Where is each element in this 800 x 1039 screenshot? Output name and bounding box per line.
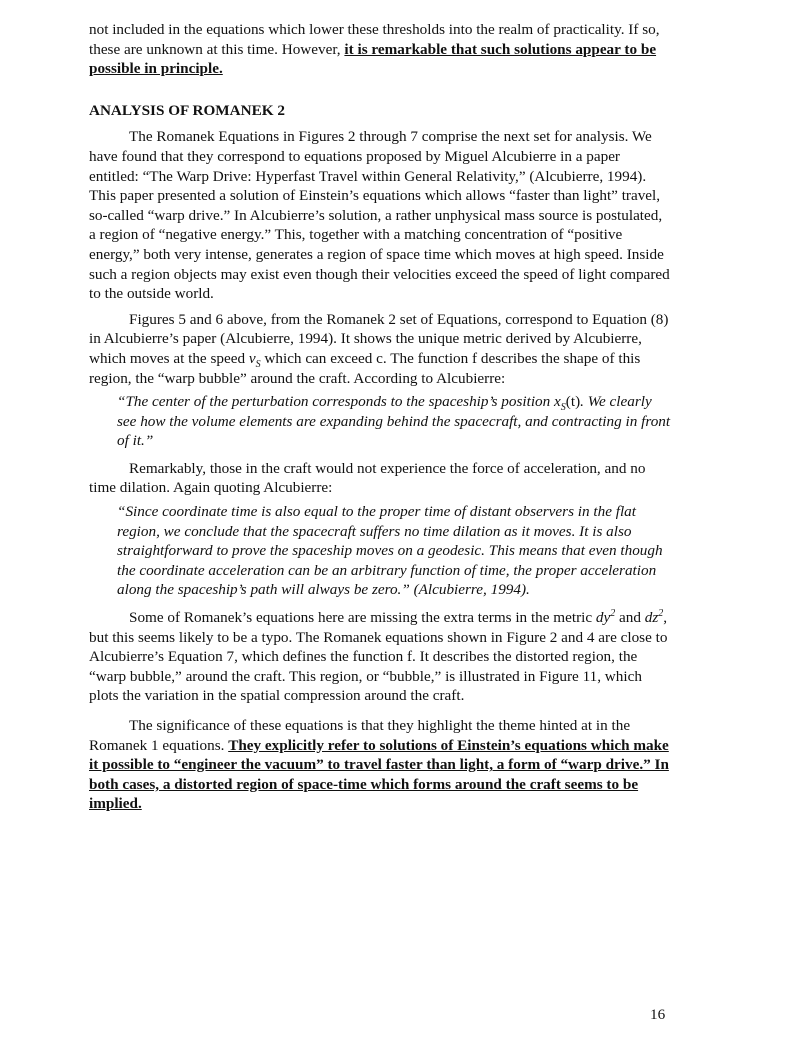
document-page	[89, 20, 671, 814]
quote-perturbation	[117, 392, 671, 451]
velocity-symbol: $v_S$	[248, 349, 261, 370]
intro-emphasis: it is remarkable that such solutions appear to be possible in principle.	[89, 40, 657, 78]
paragraph-metric: Some of Romanek’s equations here are missing the extra terms in the metric $dy^2$ and $dz^2$, but this seems likely to be a typo. The Romanek equations shown in Figure 2 and 4 are close to Alcubierre’s Equation 7, which defines the function f. It describes the distorted region, the “warp bubble,” around the craft. This region, or “bubble,” is illustrated in Figure 11, which plots the variation in the spatial compression around the craft.	[89, 607, 668, 705]
dy-term: $dy^2$	[595, 607, 616, 627]
paragraph-intro	[89, 20, 671, 79]
quote-time-dilation: “Since coordinate time is also equal to the proper time of distant observers in the flat region, we conclude that the spacecraft suffers no time dilation as it moves. It is also straightforward to prove the spaceship moves on a geodesic. This means that even though the coordinate acceleration can be an arbitrary function of time, the proper acceleration along the spaceship’s path will always be zero.” (Alcubierre, 1994).	[117, 503, 663, 599]
metric-text-b: , but this seems likely to be a typo. The Romanek equations shown in Figure 2 and 4 are close to Alcubierre’s Equation 7, which defines the function f. It describes the distorted region, the “warp bubble,” around the craft. This region, or “bubble,” is illustrated in Figure 11, which plots the variation in the spatial compression around the craft.	[89, 609, 668, 705]
figures-text-b: which can exceed c. The function f describes the shape of this region, the “warp bubble” around the craft. According to Alcubierre:	[89, 349, 641, 387]
paragraph-significance	[89, 716, 671, 814]
position-symbol: $x_S$	[554, 393, 566, 414]
metric-text-a: Some of Romanek’s equations here are missing the extra terms in the metric	[129, 609, 596, 627]
significance-text: The significance of these equations is that they highlight the theme hinted at in the Romanek 1 equations.	[89, 717, 631, 754]
figures-text-a: Figures 5 and 6 above, from the Romanek 2 set of Equations, correspond to Equation (8) in Alcubierre’s paper (Alcubierre, 1994). It shows the unique metric derived by Alcubierre, which moves at the speed	[89, 310, 669, 367]
quote1-text-a: “The center of the perturbation corresponds to the spaceship’s position	[117, 393, 555, 411]
time-arg: (t)	[565, 393, 581, 411]
dz-term: $dz^2$	[644, 607, 664, 627]
intro-text: not included in the equations which lower these thresholds into the realm of practicality. If so, these are unknown at this time. However,	[89, 21, 660, 58]
quote1-text-b: . We clearly see how the volume elements are expanding behind the spacecraft, and contracting in front of it.”	[117, 393, 671, 450]
paragraph-acceleration: Remarkably, those in the craft would not experience the force of acceleration, and no time dilation. Again quoting Alcubierre:	[89, 459, 646, 497]
page-number: 16	[650, 1006, 666, 1023]
section-heading: ANALYSIS OF ROMANEK 2	[89, 101, 285, 119]
paragraph-figures	[89, 310, 671, 388]
paragraph-alcubierre: The Romanek Equations in Figures 2 through 7 comprise the next set for analysis. We have found that they correspond to equations proposed by Miguel Alcubierre in a paper entitled: “The Warp Drive: Hyperfast Travel within General Relativity,” (Alcubierre, 1994). This paper presented a solution of Einstein’s equations which allows “faster than light” travel, so-called “warp drive.” In Alcubierre’s solution, a rather unphysical mass source is postulated, a region of “negative energy.” This, together with a matching concentration of “positive energy,” both very intense, generates a region of space time which moves at high speed. Inside such a region objects may exist even though their velocities exceed the speed of light compared to the outside world.	[89, 128, 670, 303]
significance-emphasis: They explicitly refer to solutions of Einstein’s equations which make it possible to “engineer the vacuum” to travel faster than light, a form of “warp drive.” In both cases, a distorted region of space-time which forms around the craft seems to be implied.	[89, 736, 669, 813]
